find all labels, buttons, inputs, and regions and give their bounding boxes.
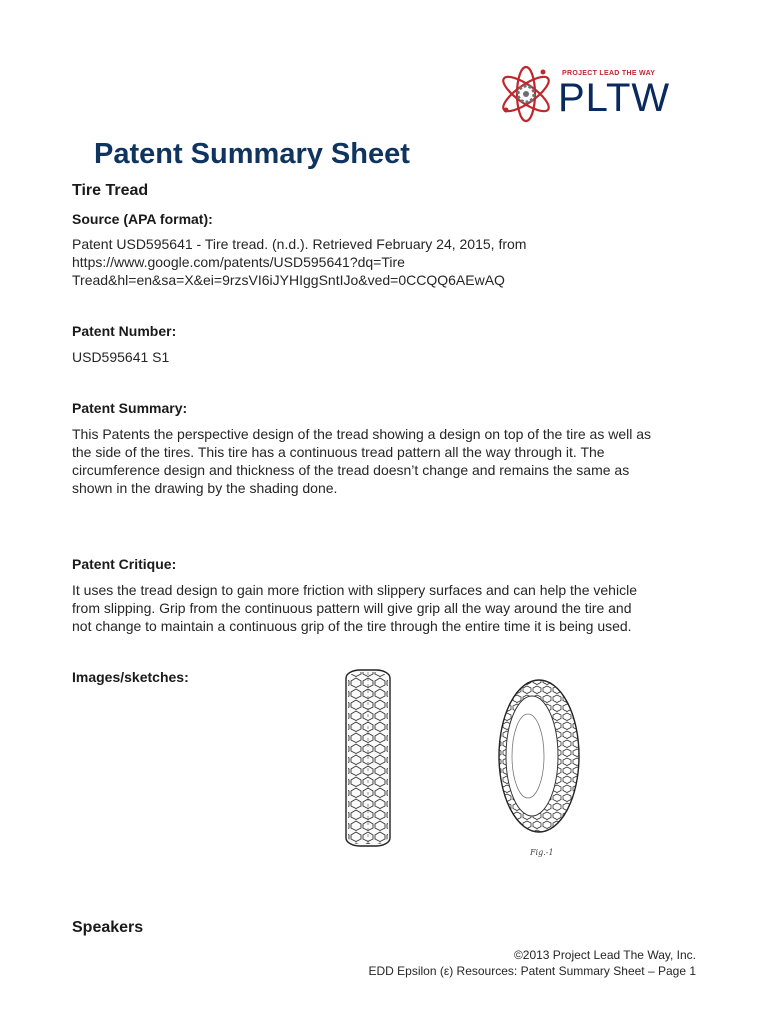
- copyright-text: ©2013 Project Lead The Way, Inc.: [513, 948, 696, 962]
- source-text: [72, 235, 526, 289]
- source-heading: Source (APA format):: [72, 211, 213, 227]
- summary-line: shown in the drawing by the shading done.: [72, 480, 338, 496]
- pltw-logo: [498, 58, 690, 128]
- atom-gear-icon: [498, 58, 558, 128]
- speakers-heading: Speakers: [72, 919, 144, 936]
- tire-perspective-sketch: [492, 676, 582, 848]
- logo-wordmark: PLTW: [558, 76, 671, 120]
- patent-number-value: USD595641 S1: [72, 349, 170, 365]
- summary-line: the side of the tires. This tire has a continuous tread pattern all the way through it. The: [72, 444, 605, 460]
- page-footer: [369, 947, 697, 979]
- summary-line: This Patents the perspective design of the tread showing a design on top of the tire as well as: [72, 426, 652, 442]
- figure-caption: Fig.-1: [530, 848, 554, 857]
- logo-tagline: PROJECT LEAD THE WAY: [562, 70, 656, 77]
- critique-line: It uses the tread design to gain more friction with slippery surfaces and can help the vehicle: [72, 582, 637, 598]
- tire-tread-front-sketch: [338, 666, 398, 850]
- patent-critique-heading: Patent Critique:: [72, 556, 177, 572]
- critique-line: not change to maintain a continuous grip of the tire through the entire time it is being used.: [72, 618, 632, 634]
- source-url-line: https://www.google.com/patents/USD595641?dq=Tire: [72, 254, 405, 270]
- summary-line: circumference design and thickness of the tread doesn’t change and remains the same as: [72, 462, 630, 478]
- page-title: Patent Summary Sheet: [94, 138, 410, 170]
- images-heading: Images/sketches:: [72, 669, 189, 685]
- source-line: Patent USD595641 - Tire tread. (n.d.). Retrieved February 24, 2015, from: [72, 236, 527, 252]
- resource-page-label: EDD Epsilon (ε) Resources: Patent Summary Sheet – Page 1: [368, 964, 696, 978]
- source-url-line: Tread&hl=en&sa=X&ei=9rzsVI6iJYHIggSntIJo&ved=0CCQQ6AEwAQ: [72, 272, 505, 288]
- patent-number-heading: Patent Number:: [72, 323, 177, 339]
- patent-critique-text: [72, 581, 637, 635]
- document-title: Tire Tread: [72, 182, 149, 199]
- patent-summary-text: [72, 425, 651, 497]
- patent-summary-heading: Patent Summary:: [72, 400, 188, 416]
- critique-line: from slipping. Grip from the continuous pattern will give grip all the way around the tire and: [72, 600, 632, 616]
